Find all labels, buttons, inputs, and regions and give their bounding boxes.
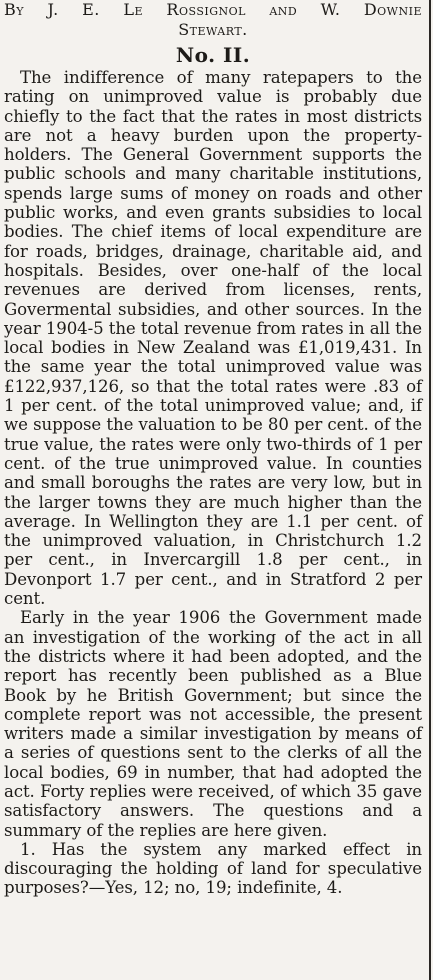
article-number-heading: No. II. xyxy=(175,43,251,67)
byline-authors-continued: Stewart. xyxy=(178,20,248,39)
paragraph-question-one: 1. Has the system any marked effect in discouraging the holding of land for speculative purposes?—Yes, 12; no, 19; indefinite, 4. xyxy=(4,839,422,898)
column-rule xyxy=(429,0,431,980)
article-body xyxy=(4,68,422,898)
paragraph-ratepayers-indifference: The indifference of many ratepapers to the rating on unimproved value is probably due chiefly to the fact that the rates in most districts are not a heavy burden upon the property-holders. The General Government supports the public schools and many charitable institutions, spends large sums of money on roads and other public works, and even grants subsidies to local bodies. The chief items of local expenditure are for roads, bridges, drainage, charitable aid, and hospitals. Besides, over one-half of the local revenues are derived from licenses, rents, Govermental subsidies, and other sources. In the year 1904-5 the total revenue from rates in all the local bodies in New Zealand was £1,019,431. In the same year the total unimproved value was £122,937,126, so that the total rates were .83 of 1 per cent. of the total unimproved value; and, if we suppose the valuation to be 80 per cent. of the true value, the rates were only two-thirds of 1 per cent. of the true unimproved value. In counties and small boroughs the rates are very low, but in the larger towns they are much higher than the average. In Wellington they are 1.1 per cent. of the unimproved valuation, in Christchurch 1.2 per cent., in Invercargill 1.8 per cent., in Devonport 1.7 per cent., and in Stratford 2 per cent. xyxy=(4,68,422,609)
paragraph-government-investigation: Early in the year 1906 the Government made an investigation of the working of the act in all the districts where it had been adopted, and the report has recently been published as a Blue Book by he British Government; but since the complete report was not accessible, the present writers made a similar investigation by means of a series of questions sent to the clerks of all the local bodies, 69 in number, that had adopted the act. Forty replies were received, of which 35 gave satisfactory answers. The questions and a summary of the replies are here given. xyxy=(4,608,422,840)
byline-authors: By J. E. Le Rossignol and W. Downie xyxy=(4,0,422,19)
newspaper-column xyxy=(4,0,422,898)
